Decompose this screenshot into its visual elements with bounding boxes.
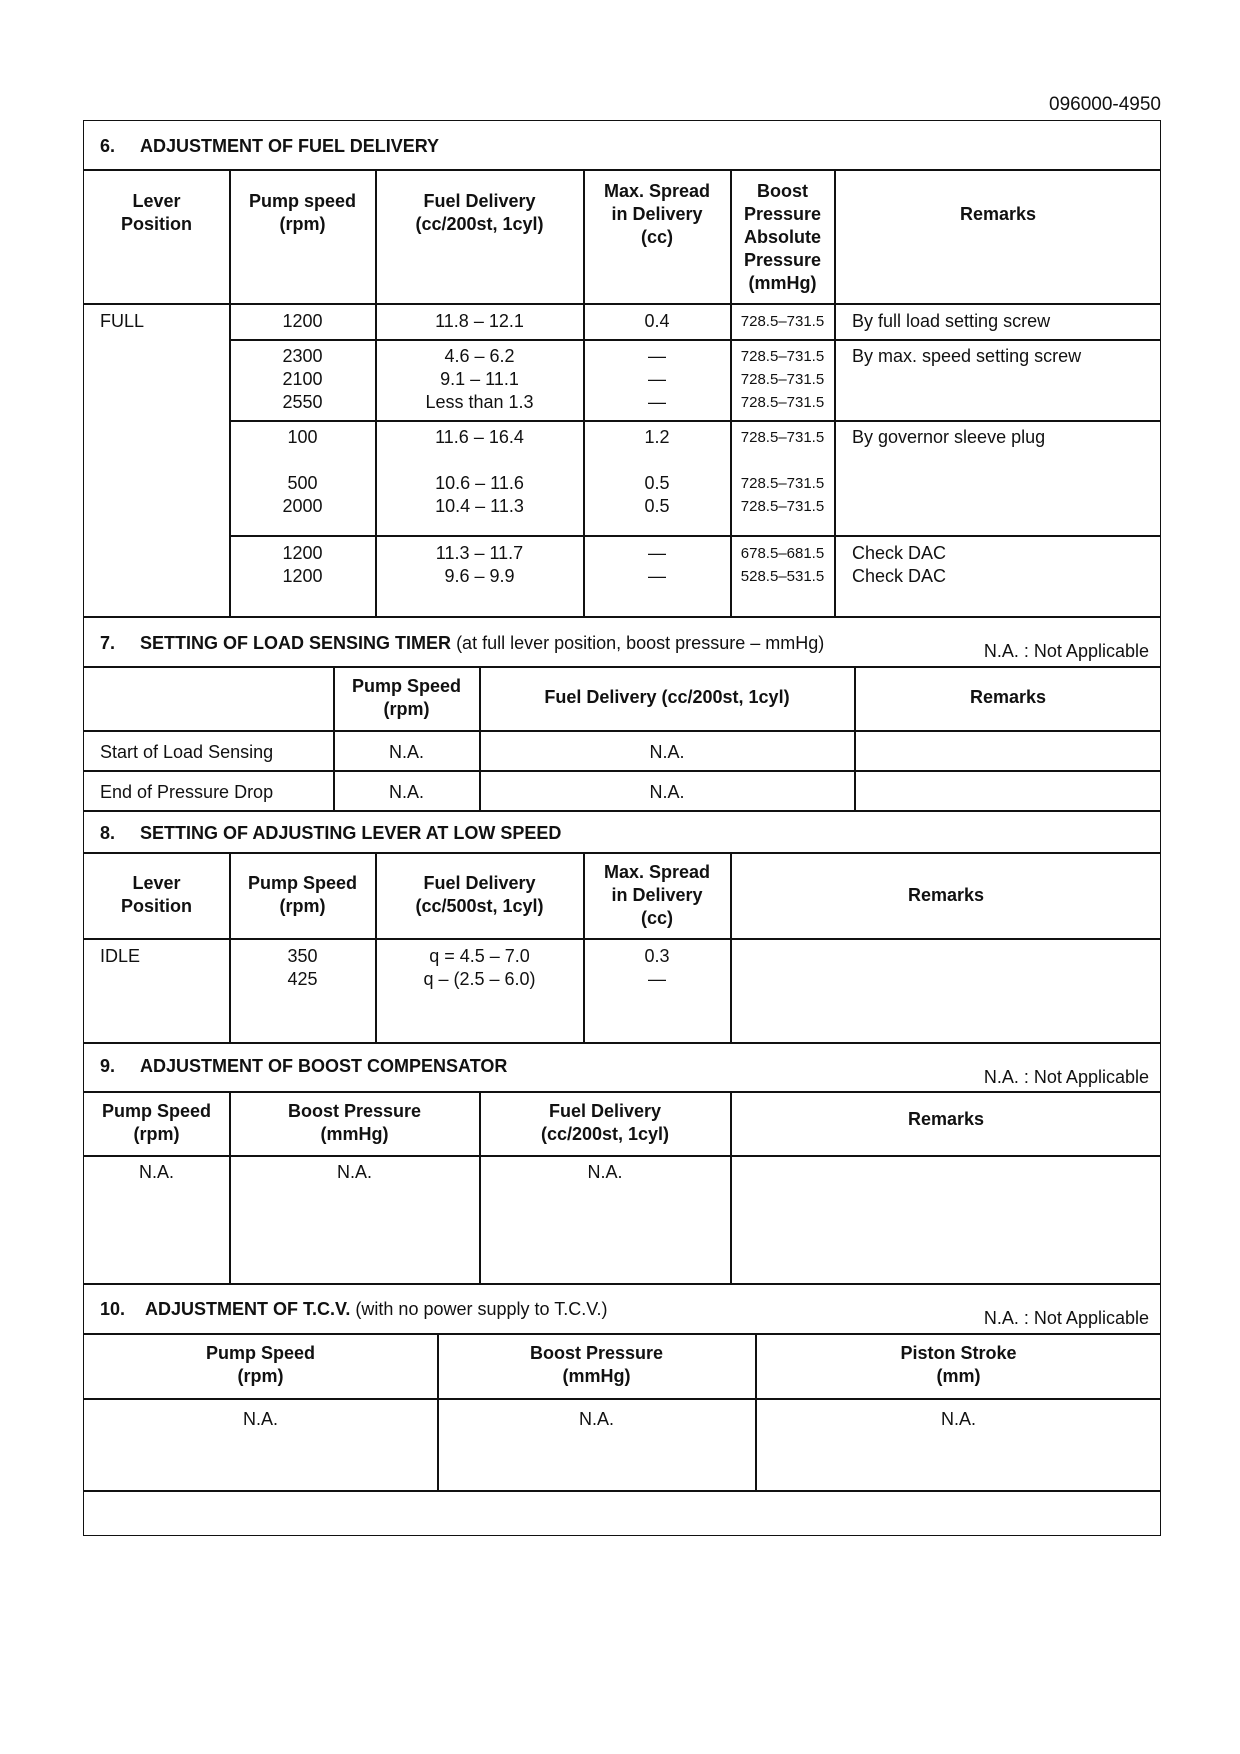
rule-s10-bottom [83,1490,1161,1492]
rule-s7-top [83,616,1161,618]
s9-header-remarks: Remarks [907,1109,985,1129]
rule-s8-header-bottom [83,938,1161,940]
s9-speed: N.A. [138,1162,174,1182]
rule-s9-header-bottom [83,1155,1161,1157]
s6-g4-spread: — — [648,543,666,586]
s7-row1-fuel: N.A. [649,742,685,762]
rule-s8-header-top [83,852,1161,854]
s6-header-lever: Lever Position [121,191,192,234]
s6-g3-speed: 100 500 2000 [282,427,323,516]
s6-title-text: ADJUSTMENT OF FUEL DELIVERY [140,136,440,156]
col-rule-s8-4 [730,853,732,1042]
rule-s7-row2 [83,770,1161,772]
col-rule-s6-5 [834,170,836,616]
s6-header-speed: Pump speed (rpm) [248,191,357,234]
s9-header-speed: Pump Speed (rpm) [101,1101,212,1144]
rule-s8-top [83,810,1161,812]
rule-s6-group3 [230,420,1161,422]
document-number: 096000-4950 [1049,94,1161,115]
s6-header-spread: Max. Spread in Delivery (cc) [603,181,711,247]
s8-header-remarks: Remarks [907,885,985,905]
s7-title-text: SETTING OF LOAD SENSING TIMER [140,633,452,653]
s8-title [100,822,561,845]
s7-row2-fuel: N.A. [649,782,685,802]
s9-boost: N.A. [336,1162,372,1182]
s6-g4-remarks: Check DAC Check DAC [852,543,947,586]
s7-header-fuel: Fuel Delivery (cc/200st, 1cyl) [544,687,790,707]
s10-boost: N.A. [578,1409,614,1429]
s6-g2-spread: — — — [648,346,666,412]
s7-header-remarks: Remarks [969,687,1047,707]
s8-header-lever: Lever Position [121,873,192,916]
rule-s9-header-top [83,1091,1161,1093]
s6-header-boost: Boost Pressure Absolute Pressure (mmHg) [743,181,822,293]
s6-g1-spread: 0.4 [644,311,670,331]
s6-lever-value: FULL [100,311,145,331]
s9-title [100,1055,507,1078]
s10-header-stroke: Piston Stroke (mm) [900,1343,1017,1386]
s6-g3-boost: 728.5–731.5 728.5–731.5 728.5–731.5 [740,429,825,515]
s6-g4-fuel: 11.3 – 11.7 9.6 – 9.9 [435,543,524,586]
rule-s6-header-bottom [83,303,1161,305]
s6-g3-remarks: By governor sleeve plug [852,427,1046,447]
s9-na-note: N.A. : Not Applicable [983,1067,1149,1087]
s8-speed: 350 425 [287,946,318,989]
s8-header-fuel: Fuel Delivery (cc/500st, 1cyl) [415,873,544,916]
s8-spread: 0.3 — [644,946,670,989]
rule-s6-header-top [83,169,1161,171]
s6-g3-spread: 1.2 0.5 0.5 [644,427,670,516]
s6-g4-speed: 1200 1200 [282,543,323,586]
rule-s10-header-bottom [83,1398,1161,1400]
s8-lever-value: IDLE [100,946,141,966]
rule-s7-header-top [83,666,1161,668]
s9-number: 9. [100,1056,116,1076]
s9-title-text: ADJUSTMENT OF BOOST COMPENSATOR [140,1056,508,1076]
s9-header-fuel: Fuel Delivery (cc/200st, 1cyl) [540,1101,670,1144]
s7-header-speed: Pump Speed (rpm) [351,676,462,719]
s10-subtitle: (with no power supply to T.C.V.) [355,1299,608,1319]
s7-row1-speed: N.A. [388,742,424,762]
rule-s10-top [83,1283,1161,1285]
s8-header-speed: Pump Speed (rpm) [247,873,358,916]
s6-g4-boost: 678.5–681.5 528.5–531.5 [740,545,825,585]
s6-header-fuel: Fuel Delivery (cc/200st, 1cyl) [415,191,544,234]
s7-row2-label: End of Pressure Drop [100,782,274,802]
s6-g1-speed: 1200 [282,311,323,331]
rule-s6-group4 [230,535,1161,537]
rule-s6-group2 [230,339,1161,341]
s6-g1-remarks: By full load setting screw [852,311,1051,331]
rule-s7-header-bottom [83,730,1161,732]
s10-stroke: N.A. [940,1409,976,1429]
s7-number: 7. [100,633,116,653]
s7-row2-speed: N.A. [388,782,424,802]
s9-header-boost: Boost Pressure (mmHg) [287,1101,422,1144]
rule-s10-header-top [83,1333,1161,1335]
s8-number: 8. [100,823,116,843]
s9-fuel: N.A. [587,1162,623,1182]
s6-g2-fuel: 4.6 – 6.2 9.1 – 11.1 Less than 1.3 [425,346,534,412]
s10-na-note: N.A. : Not Applicable [983,1308,1149,1328]
s10-header-speed: Pump Speed (rpm) [205,1343,316,1386]
s7-na-note: N.A. : Not Applicable [983,641,1149,661]
s10-speed: N.A. [242,1409,278,1429]
s8-header-spread: Max. Spread in Delivery (cc) [603,862,711,928]
s7-subtitle: (at full lever position, boost pressure – mmHg) [456,633,825,653]
s7-title [100,632,824,655]
s6-title [100,135,439,158]
s7-row1-label: Start of Load Sensing [100,742,274,762]
s10-number: 10. [100,1299,126,1319]
rule-s9-top [83,1042,1161,1044]
s6-g1-boost: 728.5–731.5 [740,313,825,330]
s10-header-boost: Boost Pressure (mmHg) [529,1343,664,1386]
s6-g2-speed: 2300 2100 2550 [282,346,323,412]
s6-g1-fuel: 11.8 – 12.1 [435,311,524,331]
s6-header-remarks: Remarks [959,204,1037,224]
s6-g2-boost: 728.5–731.5 728.5–731.5 728.5–731.5 [740,348,825,411]
s6-g3-fuel: 11.6 – 16.4 10.6 – 11.6 10.4 – 11.3 [435,427,524,516]
s8-title-text: SETTING OF ADJUSTING LEVER AT LOW SPEED [140,823,562,843]
s10-title [100,1298,608,1321]
s6-number: 6. [100,136,116,156]
s8-fuel: q = 4.5 – 7.0 q – (2.5 – 6.0) [423,946,536,989]
s6-g2-remarks: By max. speed setting screw [852,346,1082,366]
s10-title-text: ADJUSTMENT OF T.C.V. [145,1299,351,1319]
